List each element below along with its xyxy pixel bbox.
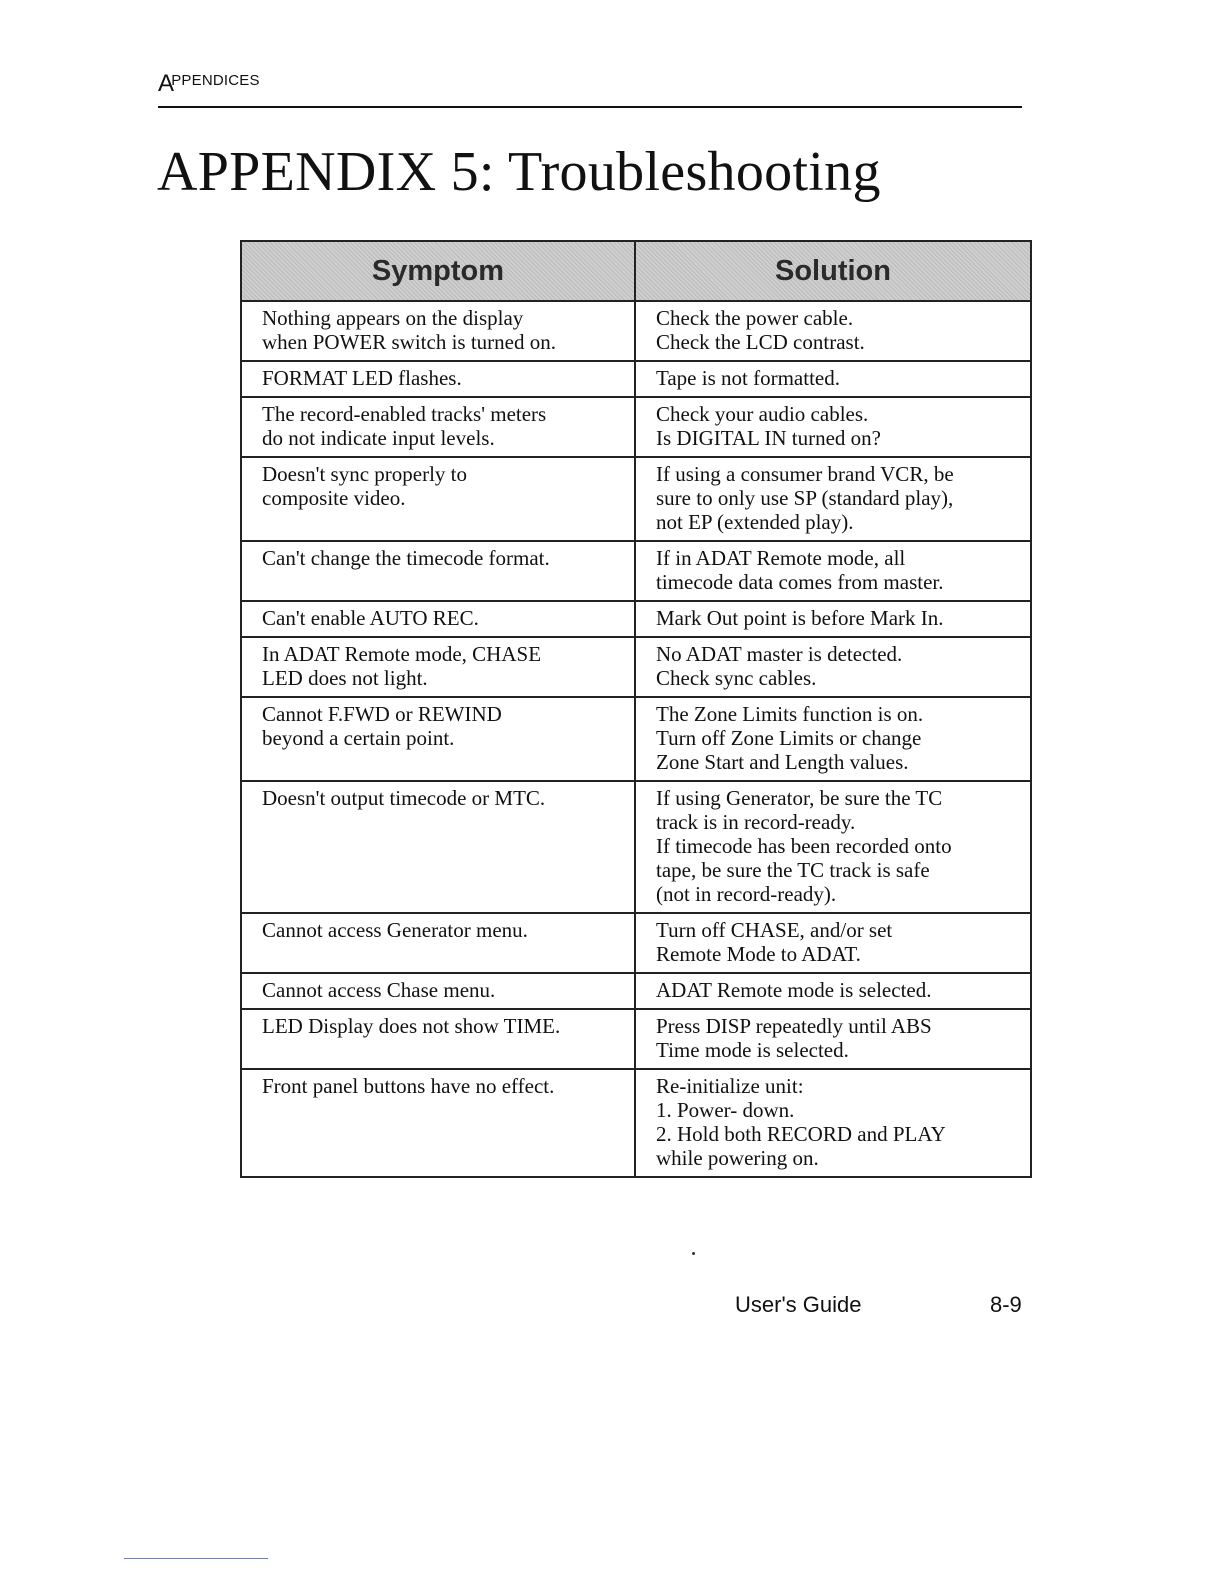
table-row	[241, 361, 1031, 397]
solution-text: Turn off CHASE, and/or set	[656, 918, 893, 942]
table-row	[241, 913, 1031, 973]
solution-text: If using a consumer brand VCR, be	[656, 462, 954, 486]
table-row	[241, 637, 1031, 697]
solution-text: Turn off Zone Limits or change	[656, 726, 922, 750]
symptom-text: composite video.	[262, 486, 406, 510]
solution-text: Is DIGITAL IN turned on?	[656, 426, 881, 450]
symptom-cell	[241, 1009, 635, 1069]
solution-cell	[635, 397, 1031, 457]
symptom-cell	[241, 361, 635, 397]
solution-text: timecode data comes from master.	[656, 570, 944, 594]
table-header	[241, 241, 1031, 301]
solution-cell	[635, 601, 1031, 637]
footer-guide-label: User's Guide	[735, 1292, 862, 1317]
table-header-row	[241, 241, 1031, 301]
running-header-text: PPENDICES	[171, 72, 260, 89]
solution-cell	[635, 1069, 1031, 1177]
symptom-text: FORMAT LED flashes.	[262, 366, 462, 390]
solution-text: Press DISP repeatedly until ABS	[656, 1014, 932, 1038]
symptom-text: LED does not light.	[262, 666, 428, 690]
page-title: APPENDIX 5: Troubleshooting	[157, 141, 881, 203]
solution-cell	[635, 541, 1031, 601]
solution-cell	[635, 1009, 1031, 1069]
solution-cell	[635, 973, 1031, 1009]
solution-text: ADAT Remote mode is selected.	[656, 978, 932, 1002]
solution-text: Remote Mode to ADAT.	[656, 942, 861, 966]
solution-text: If using Generator, be sure the TC	[656, 786, 943, 810]
solution-cell	[635, 457, 1031, 541]
solution-text: (not in record-ready).	[656, 882, 837, 906]
solution-text: Tape is not formatted.	[656, 366, 840, 390]
column-header-solution: Solution	[635, 241, 1031, 301]
solution-cell	[635, 781, 1031, 913]
solution-text: Re-initialize unit:	[656, 1074, 804, 1098]
footer-page-number: 8-9	[990, 1292, 1022, 1317]
solution-cell	[635, 361, 1031, 397]
symptom-cell	[241, 301, 635, 361]
header-rule	[158, 106, 1022, 108]
symptom-text: when POWER switch is turned on.	[262, 330, 556, 354]
symptom-cell	[241, 541, 635, 601]
solution-text: Time mode is selected.	[656, 1038, 849, 1062]
column-header-symptom: Symptom	[241, 241, 635, 301]
table-row	[241, 697, 1031, 781]
symptom-text: Can't change the timecode format.	[262, 546, 550, 570]
symptom-cell	[241, 1069, 635, 1177]
solution-text: while powering on.	[656, 1146, 819, 1170]
solution-text: No ADAT master is detected.	[656, 642, 903, 666]
solution-cell	[635, 697, 1031, 781]
symptom-text: Cannot F.FWD or REWIND	[262, 702, 502, 726]
table-body	[241, 301, 1031, 1177]
solution-text: Mark Out point is before Mark In.	[656, 606, 944, 630]
table-row	[241, 457, 1031, 541]
symptom-cell	[241, 457, 635, 541]
solution-text: If in ADAT Remote mode, all	[656, 546, 906, 570]
table-row	[241, 781, 1031, 913]
solution-cell	[635, 913, 1031, 973]
solution-text: Check sync cables.	[656, 666, 817, 690]
scan-dot	[692, 1252, 695, 1255]
table-row	[241, 397, 1031, 457]
solution-text: Zone Start and Length values.	[656, 750, 909, 774]
symptom-text: do not indicate input levels.	[262, 426, 495, 450]
solution-text: Check your audio cables.	[656, 402, 869, 426]
symptom-text: beyond a certain point.	[262, 726, 455, 750]
running-header	[158, 70, 260, 98]
scan-edge-line	[124, 1558, 268, 1559]
table-row	[241, 1009, 1031, 1069]
solution-text: Check the power cable.	[656, 306, 854, 330]
symptom-cell	[241, 397, 635, 457]
solution-text: The Zone Limits function is on.	[656, 702, 924, 726]
table-row	[241, 601, 1031, 637]
solution-text: 2. Hold both RECORD and PLAY	[656, 1122, 946, 1146]
solution-text: not EP (extended play).	[656, 510, 854, 534]
troubleshooting-table	[240, 240, 1032, 1178]
solution-text: tape, be sure the TC track is safe	[656, 858, 930, 882]
symptom-text: Cannot access Generator menu.	[262, 918, 528, 942]
running-header-initial: A	[158, 70, 175, 97]
symptom-cell	[241, 913, 635, 973]
symptom-cell	[241, 637, 635, 697]
symptom-cell	[241, 973, 635, 1009]
symptom-text: Front panel buttons have no effect.	[262, 1074, 555, 1098]
solution-cell	[635, 637, 1031, 697]
symptom-cell	[241, 697, 635, 781]
solution-text: Check the LCD contrast.	[656, 330, 865, 354]
symptom-text: The record-enabled tracks' meters	[262, 402, 547, 426]
table-row	[241, 973, 1031, 1009]
symptom-text: Doesn't output timecode or MTC.	[262, 786, 546, 810]
solution-text: 1. Power- down.	[656, 1098, 795, 1122]
symptom-cell	[241, 781, 635, 913]
symptom-text: Can't enable AUTO REC.	[262, 606, 479, 630]
symptom-cell	[241, 601, 635, 637]
symptom-text: In ADAT Remote mode, CHASE	[262, 642, 542, 666]
table-row	[241, 1069, 1031, 1177]
symptom-text: LED Display does not show TIME.	[262, 1014, 561, 1038]
solution-text: If timecode has been recorded onto	[656, 834, 952, 858]
table-row	[241, 541, 1031, 601]
symptom-text: Doesn't sync properly to	[262, 462, 467, 486]
solution-text: track is in record-ready.	[656, 810, 856, 834]
symptom-text: Cannot access Chase menu.	[262, 978, 496, 1002]
solution-text: sure to only use SP (standard play),	[656, 486, 954, 510]
symptom-text: Nothing appears on the display	[262, 306, 524, 330]
solution-cell	[635, 301, 1031, 361]
table-row	[241, 301, 1031, 361]
